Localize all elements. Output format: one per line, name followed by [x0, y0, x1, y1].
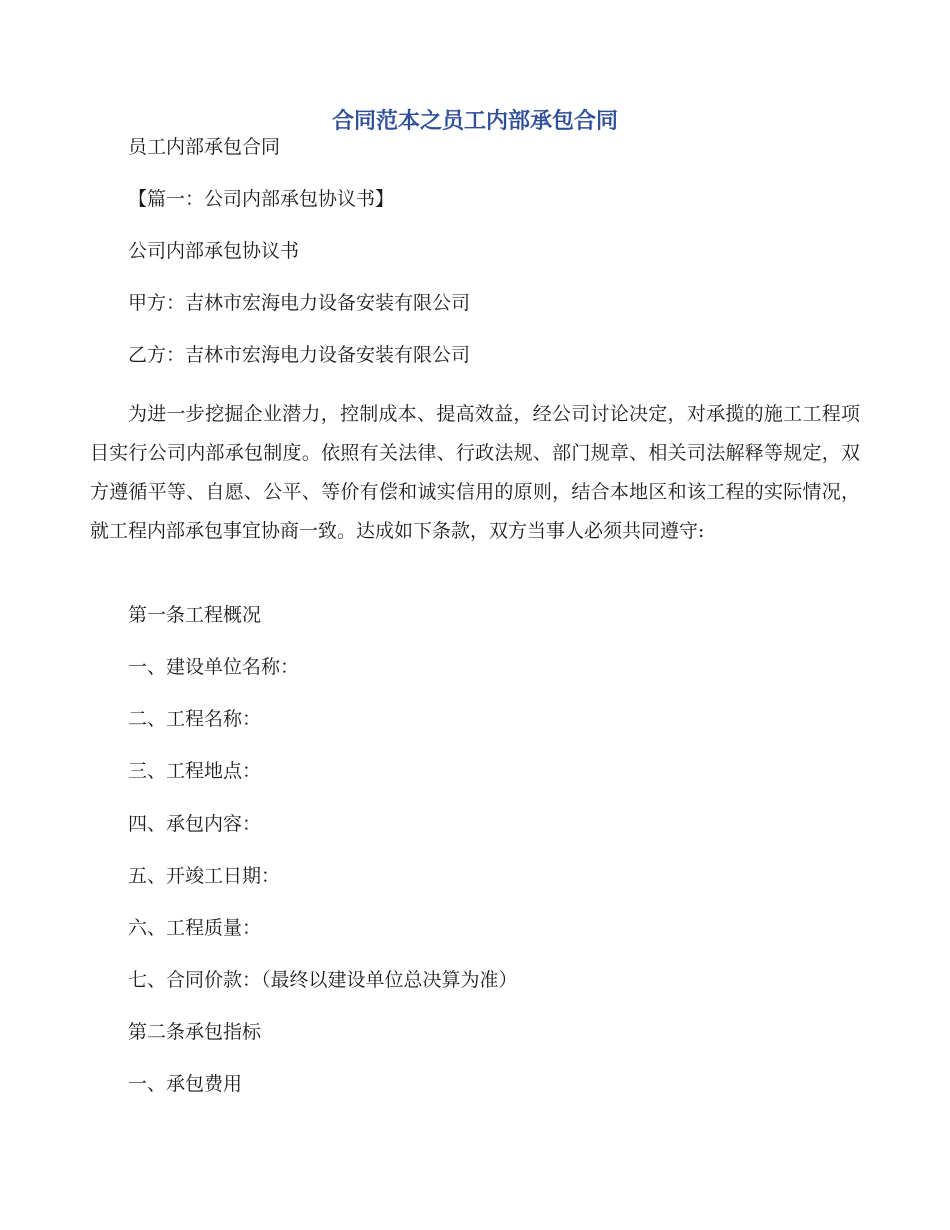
clause-project-location: 三、工程地点：	[128, 760, 262, 782]
clause-scope: 四、承包内容：	[128, 813, 262, 835]
document-subtitle: 员工内部承包合同	[128, 136, 281, 158]
document-title: 合同范本之员工内部承包合同	[331, 108, 618, 134]
preamble-paragraph: 为进一步挖掘企业潜力，控制成本、提高效益，经公司讨论决定，对承揽的施工工程项目实行公司内部承包制度。依照有关法律、行政法规、部门规章、相关司法解释等规定，双方遵循平等、自愿、公平、等价有偿和诚实信用的原则，结合本地区和该工程的实际情况，就工程内部承包事宜协商一致。达成如下条款，双方当事人必须共同遵守:	[90, 403, 860, 542]
clause-dates: 五、开竣工日期：	[128, 865, 281, 887]
clause-quality: 六、工程质量：	[128, 917, 262, 939]
clause-price: 七、合同价款：（最终以建设单位总决算为准）	[128, 969, 518, 991]
clause-project-name: 二、工程名称：	[128, 708, 262, 730]
article-1-heading: 第一条工程概况	[128, 604, 262, 626]
article-2-heading: 第二条承包指标	[128, 1021, 262, 1043]
party-b: 乙方：吉林市宏海电力设备安装有限公司	[128, 344, 471, 366]
agreement-name: 公司内部承包协议书	[128, 240, 300, 262]
clause-fee: 一、承包费用	[128, 1073, 243, 1095]
chapter-heading: 【篇一：公司内部承包协议书】	[128, 188, 395, 210]
clause-client-name: 一、建设单位名称：	[128, 656, 300, 678]
party-a: 甲方：吉林市宏海电力设备安装有限公司	[128, 292, 471, 314]
